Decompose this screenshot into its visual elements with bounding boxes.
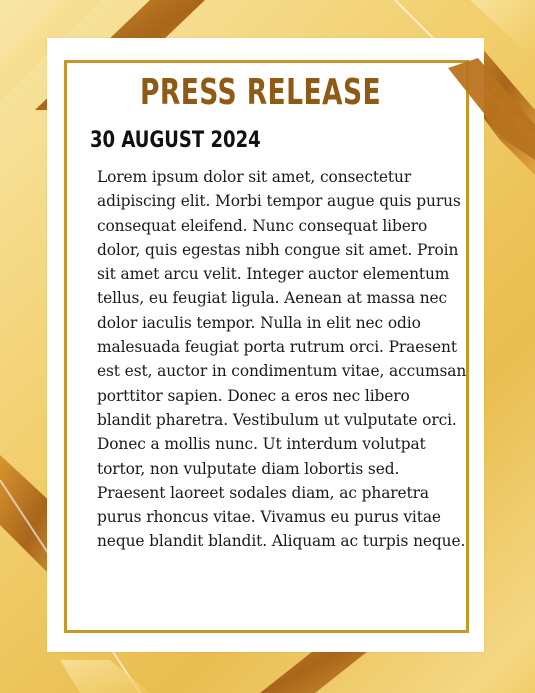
page-title: PRESS RELEASE xyxy=(140,72,382,113)
band-bottom xyxy=(60,660,150,693)
body-paragraph: Lorem ipsum dolor sit amet, consectetur adipiscing elit. Morbi tempor augue quis purus consequat eleifend. Nunc consequat libero dolor, quis egestas nibh congue sit amet. Proin sit amet arcu velit. Integer auctor elementum tellus, eu feugiat ligula. Aenean at massa nec dolor iaculis tempor. Nulla in elit nec odio malesuada feugiat porta rutrum orci. Praesent est est, auctor in condimentum vitae, accumsan porttitor sapien. Donec a eros nec libero blandit pharetra. Vestibulum ut vulputate orci. Donec a mollis nunc. Ut interdum volutpat tortor, non vulputate diam lobortis sed. Praesent laoreet sodales diam, ac pharetra purus rhoncus vitae. Vivamus eu purus vitae neque blandit blandit. Aliquam ac turpis neque. xyxy=(97,168,467,551)
release-date: 30 AUGUST 2024 xyxy=(90,128,261,153)
